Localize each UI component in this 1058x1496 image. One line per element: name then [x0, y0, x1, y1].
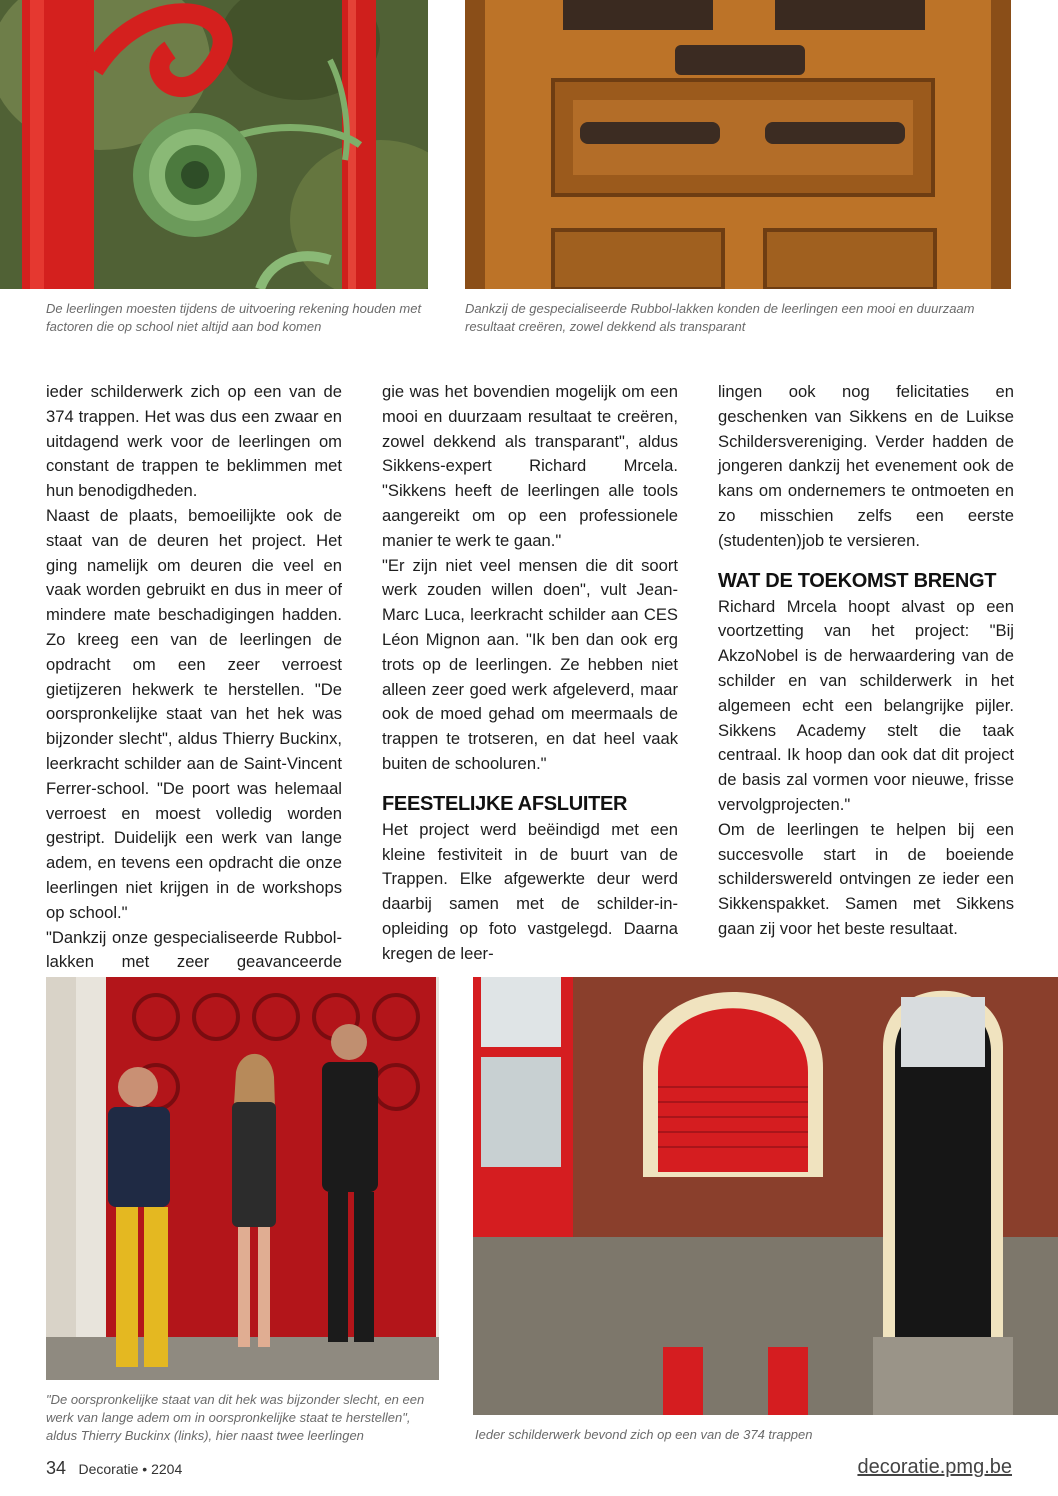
- article-column-2: [382, 380, 678, 967]
- article-column-1: [46, 380, 342, 1000]
- page-footer: [46, 1458, 182, 1479]
- paragraph: lingen ook nog felicitaties en geschenken van Sikkens en de Luikse Schildersvereniging. Verder hadden de jongeren dankzij het evenement ook de kans om ondernemers te ontmoeten en zo misschien zelfs een eerste (studenten)job te versieren.: [718, 382, 1014, 550]
- photo-brick-building: [473, 977, 1058, 1415]
- page-number: 34: [46, 1458, 67, 1478]
- website-link[interactable]: decoratie.pmg.be: [857, 1456, 1012, 1478]
- section-heading-wat-de-toekomst-brengt: WAT DE TOEKOMST BRENGT: [718, 569, 997, 592]
- paragraph: Richard Mrcela hoopt alvast op een voortzetting van het project: "Bij AkzoNobel is de herwaardering van de schilder en van schilderwerk in het algemeen echt een belangrijke pijler. Sikkens Academy stelt die taak centraal. Ik hoop dan ook dat dit project de basis zal vormen voor nieuwe, frisse vervolgprojecten.": [718, 596, 1014, 814]
- paragraph: ieder schilderwerk zich op een van de 374 trappen. Het was dus een zwaar en uitdagend werk voor de leerlingen om constant de trappen te beklimmen met hun benodigdheden.: [46, 382, 342, 501]
- paragraph: "Er zijn niet veel mensen die dit soort werk zouden willen doen", vult Jean-Marc Luca, leerkracht schilder aan CES Léon Mignon aan. "Ik ben dan ook erg trots op de leerlingen. Ze hebben niet alleen zeer goed werk afgeleverd, maar ook de moed gehad om meermaals de trappen te trotseren, en dat heel vaak buiten de schooluren.": [382, 555, 678, 773]
- paragraph: Naast de plaats, bemoeilijkte ook de staat van de deuren het project. Het ging namelijk om deuren die veel en vaak worden gebruikt en dus in meer of mindere mate beschadigingen hadden. Zo kreeg een van de leerlingen de opdracht om een zeer verroest gietijzeren hekwerk te herstellen. "De oorspronkelijke staat van het hek was bijzonder slecht", aldus Thierry Buckinx, leerkracht schilder aan de Saint-Vincent Ferrer-school. "De poort was helemaal verroest en moest volledig worden gestript. Duidelijk een werk van lange adem, en tevens een opdracht die onze leerlingen niet krijgen in de workshops op school.": [46, 505, 342, 922]
- caption-bottom-left: "De oorspronkelijke staat van dit hek was bijzonder slecht, en een werk van lange adem om in oorspronkelijke staat te herstellen", aldus Thierry Buckinx (links), hier naast twee leerlingen: [46, 1392, 425, 1443]
- paragraph: Om de leerlingen te helpen bij een succesvolle start in de boeiende schilderswereld ontvingen ze ieder een Sikkenspakket. Samen met Sikkens gaan zij voor het beste resultaat.: [718, 819, 1014, 938]
- section-heading-feestelijke-afsluiter: FEESTELIJKE AFSLUITER: [382, 792, 628, 815]
- article-column-3: [718, 380, 1014, 942]
- caption-top-right: Dankzij de gespecialiseerde Rubbol-lakken konden de leerlingen een mooi en duurzaam resultaat creëren, zowel dekkend als transparant: [465, 301, 975, 334]
- paragraph: Het project werd beëindigd met een kleine festiviteit in de buurt van de Trappen. Elke afgewerkte deur werd daarbij samen met de schilder-in-opleiding op foto vastgelegd. Daarna kregen de leer-: [382, 819, 678, 963]
- paragraph: "Dankzij onze gespecialiseerde Rubbol-lakken met zeer geavanceerde: [46, 927, 342, 972]
- photo-wooden-door: [465, 0, 1011, 289]
- caption-bottom-right: Ieder schilderwerk bevond zich op een van de 374 trappen: [475, 1427, 813, 1442]
- photo-iron-rose: [0, 0, 428, 289]
- caption-top-left: De leerlingen moesten tijdens de uitvoering rekening houden met factoren die op school niet altijd aan bod komen: [46, 301, 422, 334]
- paragraph: gie was het bovendien mogelijk om een mooi en duurzaam resultaat te creëren, zowel dekkend als transparant", aldus Sikkens-expert Richard Mrcela. "Sikkens heeft de leerlingen alle tools aangereikt om op een professionele manier te werk te gaan.": [382, 382, 678, 550]
- photo-three-people-red-gate: [46, 977, 439, 1380]
- magazine-issue: Decoratie • 2204: [78, 1461, 183, 1477]
